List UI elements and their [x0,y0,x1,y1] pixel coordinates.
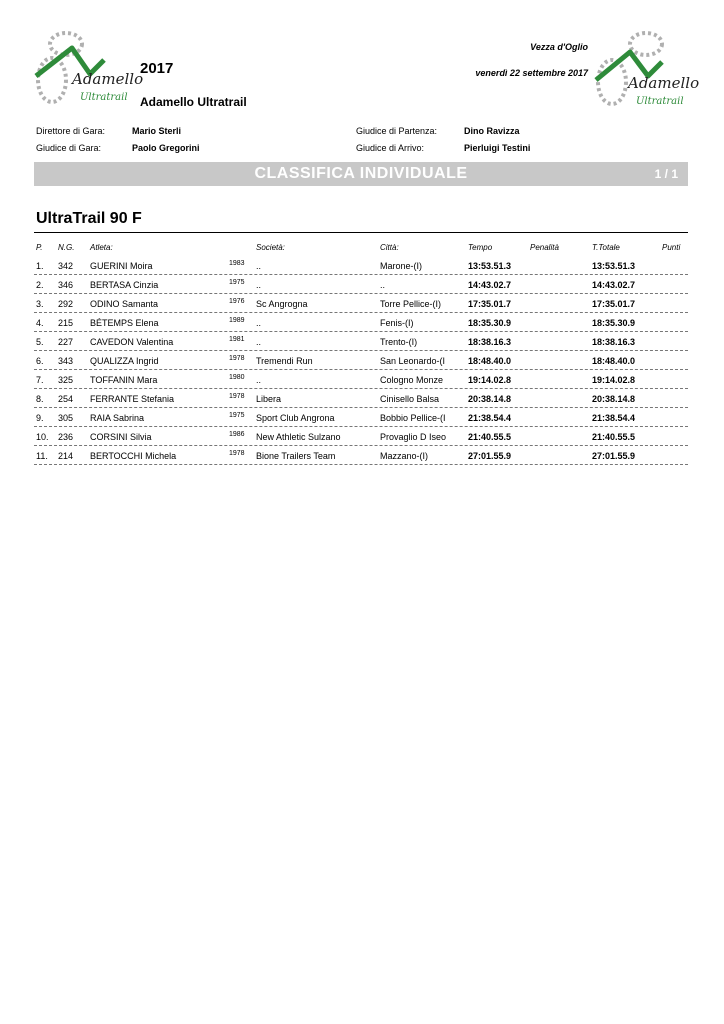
row-bib-number: 227 [58,337,74,347]
col-ng-header: N.G. [58,243,75,252]
table-header [34,238,688,256]
event-location: Vezza d'Oglio [530,42,588,52]
row-total-time: 21:38.54.4 [592,413,636,423]
footprint-logo-icon [592,30,700,110]
giudice-partenza-value: Dino Ravizza [464,126,520,136]
row-club: .. [256,318,262,328]
row-athlete: FERRANTE Stefania [90,394,175,404]
row-birth-year: 1980 [229,374,245,381]
page-indicator: 1 / 1 [654,167,678,181]
row-city: Trento-(I) [380,337,418,347]
row-total-time: 18:48.40.0 [592,356,636,366]
row-position: 7. [36,375,44,385]
row-club: New Athletic Sulzano [256,432,341,442]
adamello-ultratrail-logo-left [32,30,144,110]
giudice-arrivo-value: Pierluigi Testini [464,143,531,153]
row-club: .. [256,337,262,347]
logo-text-bottom: Ultratrail [636,96,684,107]
row-total-time: 14:43.02.7 [592,280,636,290]
row-athlete: ODINO Samanta [90,299,159,309]
row-athlete: RAIA Sabrina [90,413,145,423]
results-table [34,238,688,465]
logo-text-top: Adamello [72,70,144,88]
row-position: 4. [36,318,44,328]
classifica-banner [34,162,688,186]
official-direttore [36,126,182,136]
row-birth-year: 1989 [229,317,245,324]
giudice-partenza-label: Giudice di Partenza: [356,126,438,136]
table-row [34,275,688,294]
footprint-logo-icon [32,30,144,110]
row-position: 3. [36,299,44,309]
row-position: 1. [36,261,44,271]
row-athlete: CAVEDON Valentina [90,337,174,347]
row-club: .. [256,280,262,290]
row-athlete: BÉTEMPS Elena [90,318,159,328]
row-total-time: 20:38.14.8 [592,394,636,404]
table-row [34,389,688,408]
row-city: Provaglio D Iseo [380,432,447,442]
official-giudice-arrivo [356,143,531,153]
row-total-time: 13:53.51.3 [592,261,636,271]
direttore-label: Direttore di Gara: [36,126,106,136]
row-total-time: 18:38.16.3 [592,337,636,347]
row-city: Cologno Monze [380,375,444,385]
col-city-header: Città: [380,243,399,252]
row-bib-number: 254 [58,394,74,404]
direttore-value: Mario Sterli [132,126,182,136]
row-athlete: BERTASA Cinzia [90,280,159,290]
table-row [34,427,688,446]
row-time: 14:43.02.7 [468,280,512,290]
row-athlete: CORSINI Silvia [90,432,152,442]
row-birth-year: 1986 [229,431,245,438]
adamello-ultratrail-logo-right [592,30,700,110]
row-city: San Leonardo-(I [380,356,446,366]
row-bib-number: 342 [58,261,74,271]
row-club: .. [256,261,262,271]
row-position: 5. [36,337,44,347]
row-bib-number: 343 [58,356,74,366]
row-position: 2. [36,280,44,290]
official-giudice-partenza [356,126,520,136]
row-athlete: QUALIZZA Ingrid [90,356,159,366]
col-pos-header: P. [36,243,43,252]
table-row [34,332,688,351]
row-time: 21:38.54.4 [468,413,512,423]
row-birth-year: 1975 [229,412,245,419]
banner-title: CLASSIFICA INDIVIDUALE [254,165,468,182]
row-city: Bobbio Pellice-(I [380,413,446,423]
row-birth-year: 1975 [229,279,245,286]
col-athlete-header: Atleta: [90,243,113,252]
row-bib-number: 214 [58,451,74,461]
row-club: Sc Angrogna [256,299,308,309]
row-city: .. [380,280,386,290]
row-city: Cinisello Balsa [380,394,440,404]
table-row [34,256,688,275]
row-club: Bione Trailers Team [256,451,336,461]
row-time: 19:14.02.8 [468,375,512,385]
table-row [34,313,688,332]
giudice-arrivo-label: Giudice di Arrivo: [356,143,425,153]
table-row [34,351,688,370]
row-total-time: 27:01.55.9 [592,451,636,461]
category-title: UltraTrail 90 F [36,210,142,227]
row-bib-number: 325 [58,375,74,385]
row-time: 18:48.40.0 [468,356,512,366]
category-divider [34,232,688,233]
row-club: .. [256,375,262,385]
col-total-header: T.Totale [592,243,620,252]
row-time: 13:53.51.3 [468,261,512,271]
row-birth-year: 1981 [229,336,245,343]
table-row [34,408,688,427]
row-position: 11. [36,451,48,461]
row-total-time: 21:40.55.5 [592,432,636,442]
col-points-header: Punti [662,243,681,252]
giudice-gara-value: Paolo Gregorini [132,143,200,153]
row-birth-year: 1978 [229,393,245,400]
row-birth-year: 1976 [229,298,245,305]
row-bib-number: 236 [58,432,74,442]
row-athlete: BERTOCCHI Michela [90,451,177,461]
row-athlete: GUERINI Moira [90,261,153,271]
table-row [34,294,688,313]
row-bib-number: 346 [58,280,74,290]
row-total-time: 19:14.02.8 [592,375,636,385]
row-athlete: TOFFANIN Mara [90,375,158,385]
logo-text-top: Adamello [628,74,700,92]
row-time: 18:35.30.9 [468,318,512,328]
row-city: Mazzano-(I) [380,451,429,461]
row-time: 20:38.14.8 [468,394,512,404]
row-city: Marone-(I) [380,261,423,271]
row-time: 21:40.55.5 [468,432,512,442]
row-bib-number: 305 [58,413,74,423]
col-penalty-header: Penalità [530,243,559,252]
row-birth-year: 1978 [229,450,245,457]
row-birth-year: 1978 [229,355,245,362]
row-bib-number: 215 [58,318,74,328]
col-club-header: Società: [256,243,285,252]
row-birth-year: 1983 [229,260,245,267]
event-date: venerdì 22 settembre 2017 [475,68,588,78]
row-club: Sport Club Angrona [256,413,335,423]
event-year: 2017 [140,60,174,77]
row-total-time: 17:35.01.7 [592,299,636,309]
race-name: Adamello Ultratrail [140,95,247,109]
row-club: Libera [256,394,282,404]
table-body [34,256,688,465]
table-row [34,446,688,465]
row-city: Fenis-(I) [380,318,414,328]
official-giudice-gara [36,143,200,153]
row-position: 9. [36,413,44,423]
giudice-gara-label: Giudice di Gara: [36,143,102,153]
col-time-header: Tempo [468,243,493,252]
row-time: 18:38.16.3 [468,337,512,347]
logo-text-bottom: Ultratrail [80,92,128,103]
table-row [34,370,688,389]
row-club: Tremendi Run [256,356,313,366]
row-time: 17:35.01.7 [468,299,512,309]
row-city: Torre Pellice-(I) [380,299,442,309]
row-total-time: 18:35.30.9 [592,318,636,328]
row-time: 27:01.55.9 [468,451,512,461]
row-bib-number: 292 [58,299,74,309]
row-position: 10. [36,432,49,442]
row-position: 8. [36,394,44,404]
row-position: 6. [36,356,44,366]
